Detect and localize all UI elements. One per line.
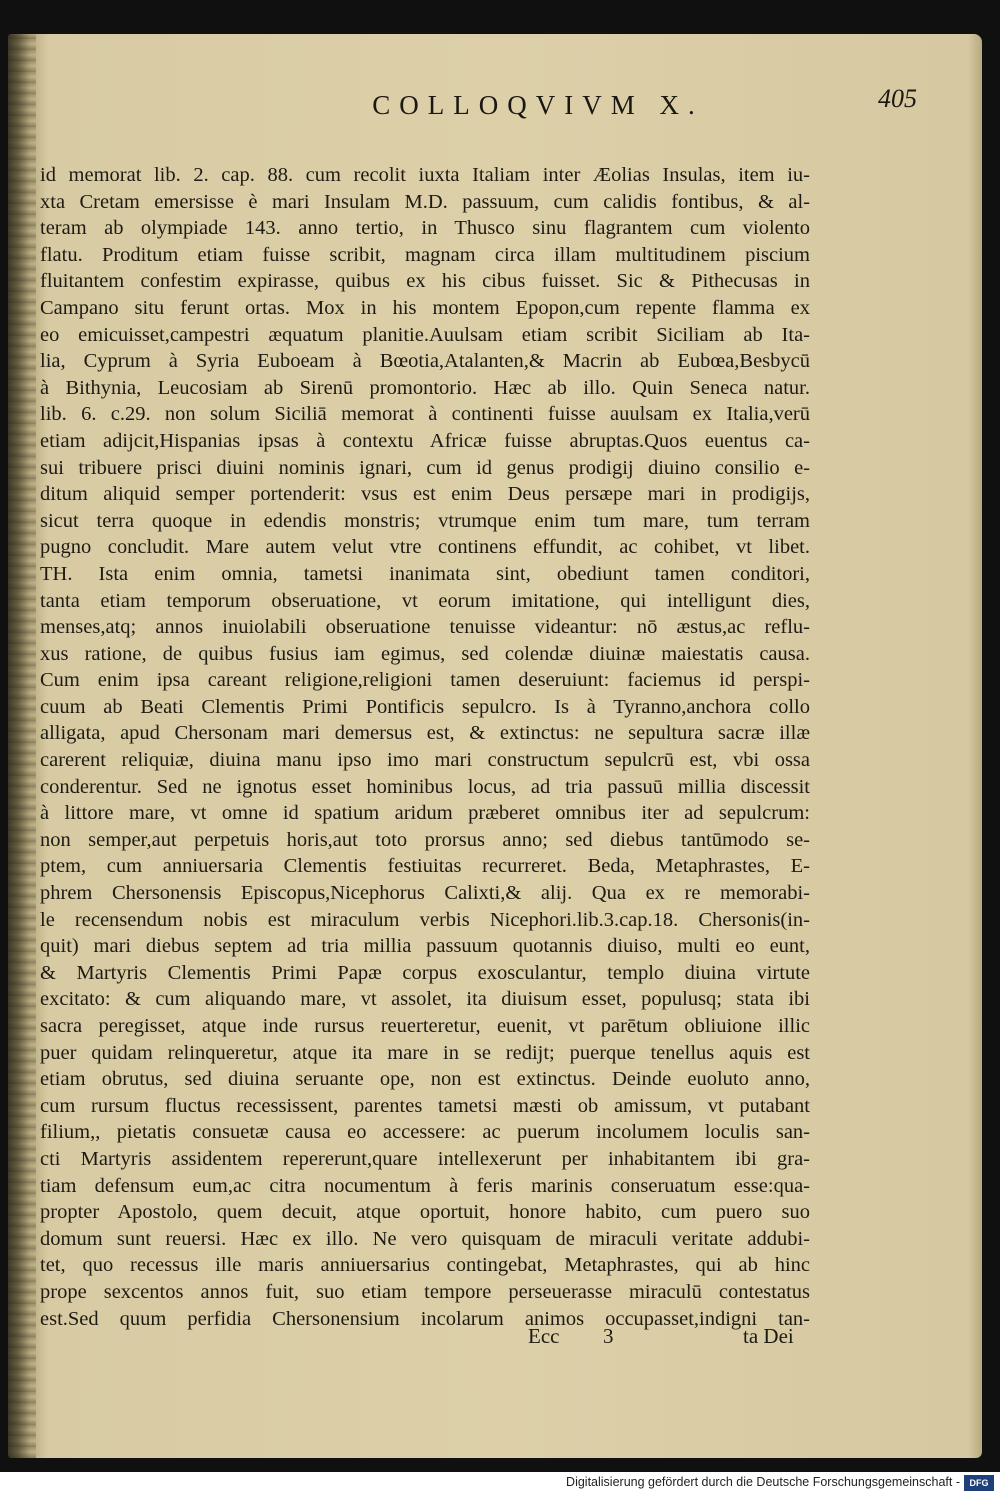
text-line: lib. 6. c.29. non solum Siciliā memorat à continenti fuisse auulsam ex Italia,verū [40, 403, 810, 426]
dfg-logo: DFG [964, 1475, 994, 1491]
text-line: sicut terra quoque in edendis monstris; vtrumque enim tum mare, tum terram [40, 509, 810, 532]
text-line: le recensendum nobis est miraculum verbis Nicephori.lib.3.cap.18. Chersonis(in- [40, 908, 810, 931]
text-line: non semper,aut perpetuis horis,aut toto prorsus anno; sed diebus tantūmodo se- [40, 828, 810, 851]
text-line: etiam adijcit,Hispanias ipsas à contextu Africæ fuisse abruptas.Quos euentus ca- [40, 429, 810, 452]
text-line: Campano situ ferunt ortas. Mox in his montem Epopon,cum repente flamma ex [40, 296, 810, 319]
text-line: tiam defensum eum,ac citra nocumentum à feris marinis conseruatum esse:qua- [40, 1174, 810, 1197]
text-line: alligata, apud Chersonam mari demersus est, & extinctus: ne sepultura sacræ illæ [40, 722, 810, 745]
body-text [40, 162, 810, 1332]
text-line: domum sunt reuersi. Hæc ex illo. Ne vero quisquam de miraculi veritate addubi- [40, 1227, 810, 1250]
text-line: est.Sed quum perfidia Chersonensium incolarum animos occupasset,indigni tan- [40, 1307, 810, 1330]
text-line: id memorat lib. 2. cap. 88. cum recolit iuxta Italiam inter Æolias Insulas, item iu- [40, 164, 810, 186]
text-line: eo emicuisset,campestri æquatum planitie.Auulsam etiam scribit Siciliam ab Ita- [40, 323, 810, 346]
text-line: TH. Ista enim omnia, tametsi inanimata sint, obediunt tamen conditori, [40, 562, 810, 585]
text-line: cti Martyris assidentem repererunt,quare intellexerunt per inhabitantem ibi gra- [40, 1147, 810, 1170]
text-line: & Martyris Clementis Primi Papæ corpus exosculantur, templo diuina virtute [40, 961, 810, 984]
text-line: cum rursum fluctus recessissent, parentes tametsi mæsti ob amissum, vt putabant [40, 1094, 810, 1117]
text-line: tet, quo recessus ille maris anniuersarius contingebat, Metaphrastes, qui ab hinc [40, 1254, 810, 1277]
text-line: tanta etiam temporum obseruatione, vt eorum imitatione, qui intelligunt dies, [40, 589, 810, 612]
text-line: filium,, pietatis consuetæ causa eo accessere: ac puerum incolumem loculis san- [40, 1121, 810, 1144]
catchword: ta Dei [743, 1324, 794, 1348]
text-line: cuum ab Beati Clementis Primi Pontificis sepulcro. Is à Tyranno,anchora collo [40, 695, 810, 718]
text-line: puer quidam relinqueretur, atque ita mare in se redijt; puerque tenellus aquis est [40, 1041, 810, 1064]
text-line: carerent reliquiæ, diuina manu ipso imo mari constructum sepulcrū est, vbi ossa [40, 749, 810, 772]
text-line: phrem Chersonensis Episcopus,Nicephorus Calixti,& alij. Qua ex re memorabi- [40, 882, 810, 905]
running-header: COLLOQVIVM X. [372, 90, 704, 120]
text-line: sui tribuere prisci diuini nominis ignari, cum id genus prodigij diuino consilio e- [40, 456, 810, 479]
page-number: 405 [878, 84, 917, 113]
text-line: pugno concludit. Mare autem velut vtre continens effundit, ac cohibet, vt libet. [40, 536, 810, 559]
text-line: menses,atq; annos inuiolabili obseruatione tenuisse videantur: nō æstus,ac reflu- [40, 616, 810, 639]
text-line: fluitantem confestim expirasse, quibus ex his cibus fuisset. Sic & Pithecusas in [40, 270, 810, 293]
text-line: propter Apostolo, quem decuit, atque oportuit, honore habito, cum puero suo [40, 1201, 810, 1224]
footer-credit: Digitalisierung gefördert durch die Deutsche Forschungsgemeinschaft - [566, 1475, 960, 1489]
text-line: etiam obrutus, sed diuina seruante ope, non est extinctus. Deinde euoluto anno, [40, 1068, 810, 1091]
signature-mark: Ecc [528, 1324, 560, 1348]
text-line: xus ratione, de quibus fusius iam egimus, sed colendæ diuinæ maiestatis causa. [40, 642, 810, 665]
signature-number: 3 [603, 1324, 614, 1348]
text-line: à Bithynia, Leucosiam ab Sirenū promontorio. Hæc ab illo. Quin Seneca natur. [40, 376, 810, 399]
footer-bar [0, 1473, 1000, 1494]
book-page [8, 34, 982, 1458]
text-line: lia, Cyprum à Syria Euboeam à Bœotia,Atalanten,& Macrin ab Eubœa,Besbycū [40, 350, 810, 373]
text-line: flatu. Proditum etiam fuisse scribit, magnam circa illam multitudinem piscium [40, 243, 810, 266]
text-line: ditum aliquid semper portenderit: vsus est enim Deus persæpe mari in prodigijs, [40, 483, 810, 506]
text-line: Cum enim ipsa careant religione,religioni tamen deseruiunt: faciemus id perspi- [40, 669, 810, 692]
text-line: quit) mari diebus septem ad tria millia passuum quotannis diuiso, multi eo eunt, [40, 935, 810, 958]
text-line: à littore mare, vt omne id spatium aridum præberet omnibus iter ad sepulcrum: [40, 802, 810, 825]
text-line: excitato: & cum aliquando mare, vt assolet, ita diuisum esset, populusq; stata ibi [40, 988, 810, 1011]
text-line: xta Cretam emersisse è mari Insulam M.D. passuum, cum calidis fontibus, & al- [40, 190, 810, 213]
text-line: sacra peregisset, atque inde rursus reuerteretur, euenit, vt parētum obliuione illic [40, 1015, 810, 1037]
text-line: prope sexcentos annos fuit, suo etiam tempore perseuerasse miraculū contestatus [40, 1280, 810, 1303]
text-line: ptem, cum anniuersaria Clementis festiuitas recurreret. Beda, Metaphrastes, E- [40, 855, 810, 878]
text-line: teram ab olympiade 143. anno tertio, in Thusco sinu flagrantem cum violento [40, 217, 810, 240]
text-line: conderentur. Sed ne ignotus esset hominibus locus, ad tria passuū millia discessit [40, 775, 810, 798]
